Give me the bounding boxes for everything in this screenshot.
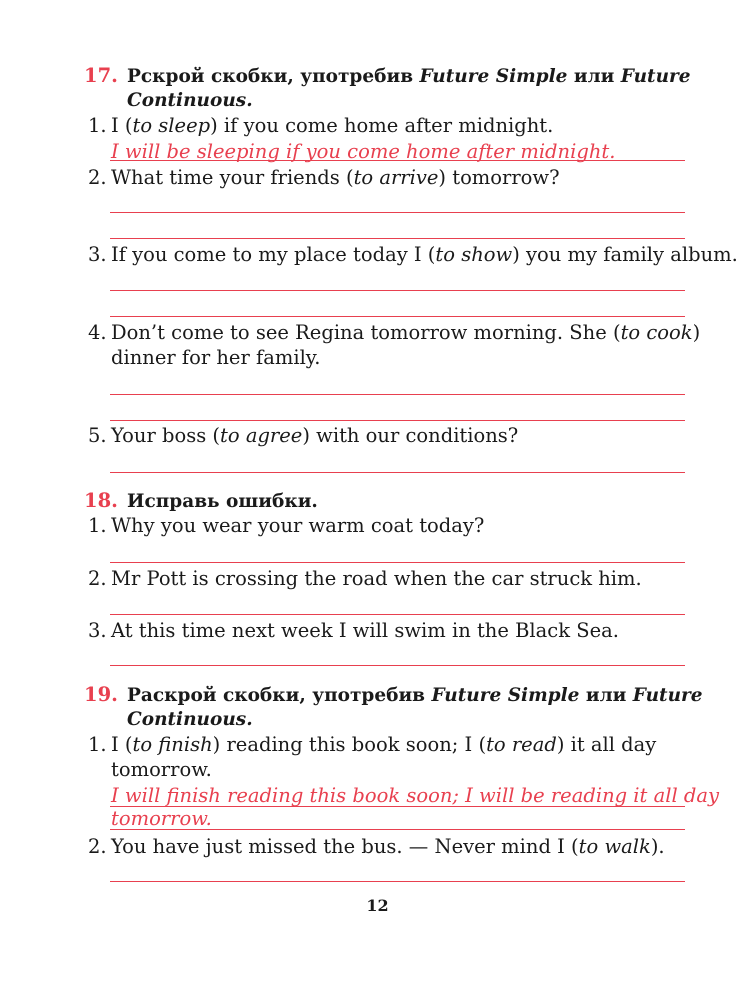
ex19-item1-answer-line1: I will finish reading this book soon; I will be reading it all day [111,784,720,807]
ex19-title-line2: Continuous. [127,709,253,730]
ex18-item3-text: At this time next week I will swim in the Black Sea. [111,619,619,642]
ex18-item1-number: 1. [88,514,107,537]
answer-line [110,614,685,615]
ex19-item2-number: 2. [88,835,107,858]
ex19-title-line1: Раскрой скобки, употребив Future Simple или Future [127,685,703,706]
answer-line [110,394,685,395]
ex17-item1-text: I (to sleep) if you come home after midnight. [111,114,554,137]
ex17-item2-number: 2. [88,166,107,189]
answer-line [110,212,685,213]
answer-line [110,472,685,473]
ex19-item1-text-line1: I (to finish) reading this book soon; I (to read) it all day [111,733,657,756]
ex19-item2-text: You have just missed the bus. — Never mind I (to walk). [111,835,665,858]
ex17-item2-text: What time your friends (to arrive) tomorrow? [111,166,560,189]
ex17-item3-number: 3. [88,243,107,266]
answer-line [110,238,685,239]
answer-line [110,881,685,882]
answer-line [110,316,685,317]
ex19-item1-text-line2: tomorrow. [111,758,212,781]
ex17-item5-number: 5. [88,424,107,447]
answer-line [110,829,685,830]
ex17-item3-text: If you come to my place today I (to show) you my family album. [111,243,738,266]
ex18-item3-number: 3. [88,619,107,642]
ex19-number: 19. [84,683,118,706]
ex19-item1-number: 1. [88,733,107,756]
ex17-item1-answer: I will be sleeping if you come home after midnight. [111,140,616,163]
ex17-title-line1: Рскрой скобки, употребив Future Simple или Future [127,66,691,87]
ex17-item5-text: Your boss (to agree) with our conditions? [111,424,519,447]
page-number: 12 [366,896,389,915]
ex17-item1-number: 1. [88,114,107,137]
ex17-number: 17. [84,64,118,87]
answer-line [110,160,685,161]
answer-line [110,420,685,421]
ex17-item4-number: 4. [88,321,107,344]
ex18-item1-text: Why you wear your warm coat today? [111,514,485,537]
answer-line [110,290,685,291]
ex18-item2-text: Mr Pott is crossing the road when the car struck him. [111,567,642,590]
answer-line [110,665,685,666]
ex18-item2-number: 2. [88,567,107,590]
ex17-item4-text-line1: Don’t come to see Regina tomorrow morning. She (to cook) [111,321,701,344]
ex17-title-line2: Continuous. [127,90,253,111]
answer-line [110,562,685,563]
ex19-item1-answer-line2: tomorrow. [111,807,212,830]
ex17-item4-text-line2: dinner for her family. [111,346,321,369]
ex18-number: 18. [84,489,118,512]
ex18-title: Исправь ошибки. [127,491,318,512]
